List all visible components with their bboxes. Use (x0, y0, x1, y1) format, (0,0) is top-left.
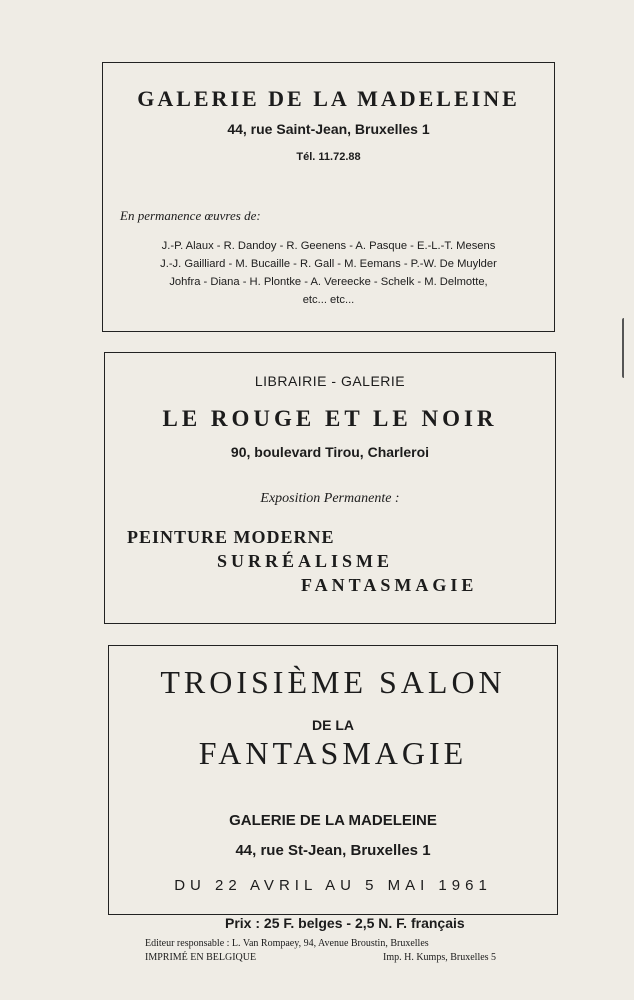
shop-name: LE ROUGE ET LE NOIR (162, 406, 498, 431)
printed-in-line: IMPRIMÉ EN BELGIQUE (145, 952, 257, 963)
price-line: Prix : 25 F. belges - 2,5 N. F. français (225, 915, 465, 931)
genre-fantasmagie: FANTASMAGIE (301, 575, 478, 595)
ad-salon-fantasmagie (108, 645, 558, 915)
genre-peinture: PEINTURE MODERNE (127, 527, 335, 547)
artist-line: J.-P. Alaux - R. Dandoy - R. Geenens - A. Pasque - E.-L.-T. Mesens (161, 240, 496, 252)
binding-mark (622, 318, 628, 378)
printer-line: Imp. H. Kumps, Bruxelles 5 (383, 952, 497, 963)
shop-address: 90, boulevard Tirou, Charleroi (230, 444, 430, 460)
gallery-phone: Tél. 11.72.88 (296, 151, 361, 163)
ad-galerie-madeleine (102, 62, 555, 332)
gallery-title: GALERIE DE LA MADELEINE (137, 86, 520, 111)
artist-list (103, 237, 554, 309)
exposition-heading: Exposition Permanente : (260, 491, 400, 506)
ad-rouge-et-noir (104, 352, 556, 624)
salon-title-connector: DE LA (312, 717, 354, 733)
shop-kind: LIBRAIRIE - GALERIE (254, 373, 406, 389)
permanence-heading: En permanence œuvres de: (120, 208, 261, 223)
salon-address: 44, rue St-Jean, Bruxelles 1 (235, 842, 431, 859)
salon-dates: DU 22 AVRIL AU 5 MAI 1961 (174, 877, 492, 894)
artist-line: etc... etc... (302, 294, 355, 306)
gallery-address: 44, rue Saint-Jean, Bruxelles 1 (227, 121, 430, 137)
genre-surrealisme: SURRÉALISME (217, 551, 394, 571)
salon-title: TROISIÈME SALON (160, 664, 506, 700)
artist-line: J.-J. Gailliard - M. Bucaille - R. Gall - M. Eemans - P.-W. De Muylder (160, 258, 497, 270)
salon-title-main: FANTASMAGIE (198, 735, 468, 771)
artist-line: Johfra - Diana - H. Plontke - A. Vereecke - Schelk - M. Delmotte, (169, 276, 488, 288)
salon-gallery: GALERIE DE LA MADELEINE (229, 812, 437, 829)
editor-line: Editeur responsable : L. Van Rompaey, 94, Avenue Broustin, Bruxelles (145, 938, 429, 949)
